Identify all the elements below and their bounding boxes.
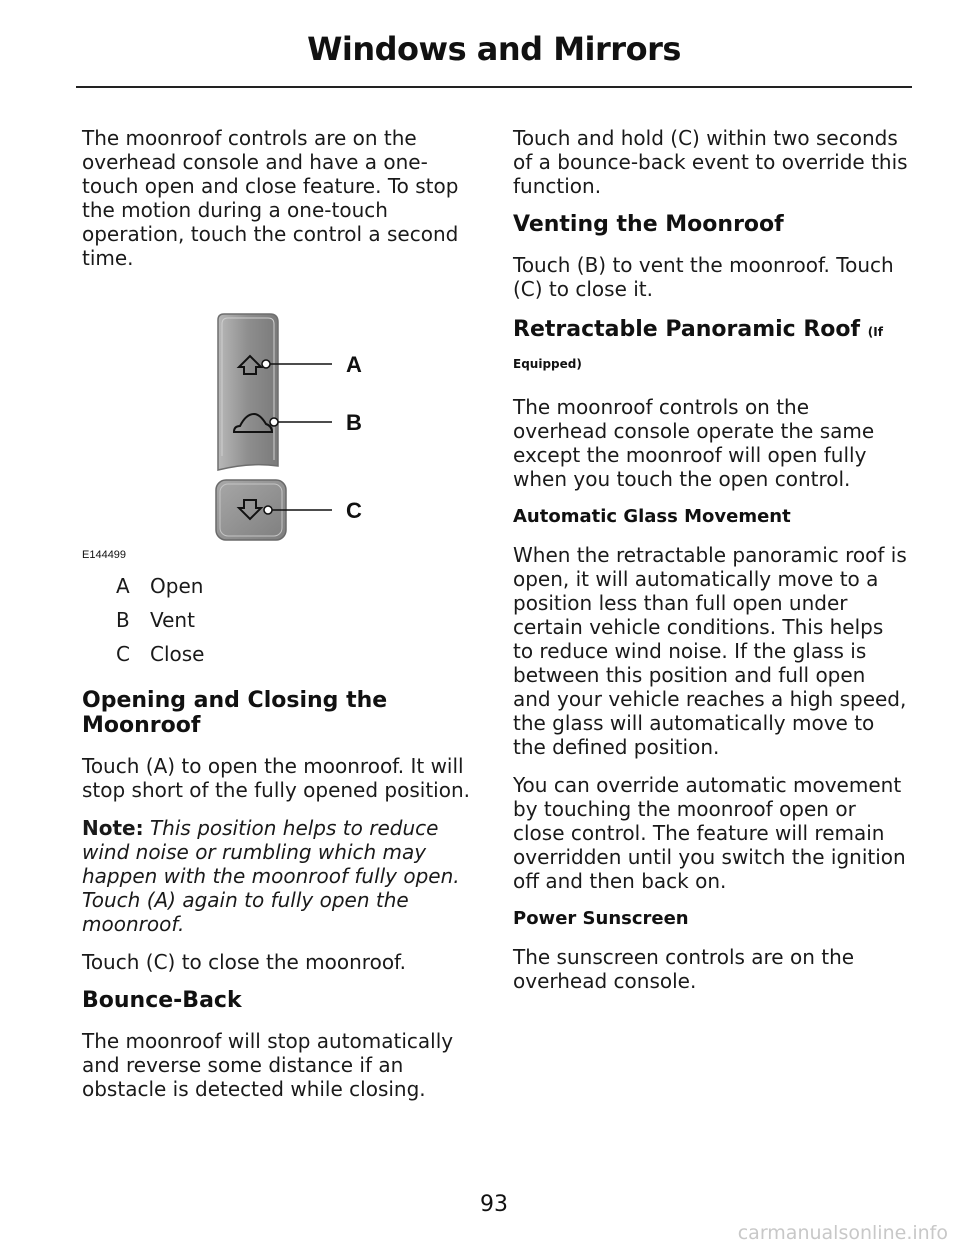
automatic-glass-heading: Automatic Glass Movement [513,506,791,527]
page-number: 93 [480,1192,508,1217]
venting-heading: Venting the Moonroof [513,212,784,237]
opening-paragraph: Touch (A) to open the moonroof. It will stop short of the fully opened position. [82,754,470,802]
automatic-glass-paragraph-2: You can override automatic movement by touching the moonroof open or close control. The feature will remain overridden until you switch the ignition off and then back on. [513,773,906,893]
callout-a: A [346,352,362,377]
page-title: Windows and Mirrors [307,30,681,68]
moonroof-control-diagram [82,284,478,574]
panoramic-roof-tag-2: Equipped) [513,357,582,371]
moonroof-control-figure [82,284,478,574]
note-text: This position helps to reduce wind noise or rumbling which may happen with the moonroof fully open. Touch (A) again to fully open the moonroof. [82,816,460,936]
panoramic-roof-title: Retractable Panoramic Roof [513,317,861,342]
callout-b: B [346,410,362,435]
automatic-glass-paragraph-1: When the retractable panoramic roof is open, it will automatically move to a position less than full open under certain vehicle conditions. This helps to reduce wind noise. If the glass is between this position and full open and your vehicle reaches a high speed, the glass will automatically move to the defined position. [513,543,907,759]
intro-paragraph: The moonroof controls are on the overhead console and have a one-touch open and close feature. To stop the motion during a one-touch operation, touch the control a second time. [82,126,459,270]
upper-control-panel [218,314,278,470]
opening-closing-heading: Opening and Closing the Moonroof [82,688,388,738]
bounce-back-heading: Bounce-Back [82,988,242,1013]
figure-code: E144499 [82,549,127,561]
panoramic-roof-heading [513,315,909,379]
legend-value: Close [150,642,205,666]
watermark: carmanualsonline.info [737,1222,948,1244]
legend-key: B [116,608,130,632]
right-column [513,126,909,1007]
bounce-override-paragraph: Touch and hold (C) within two seconds of a bounce-back event to override this function. [513,126,908,198]
left-column [82,126,478,1115]
power-sunscreen-heading: Power Sunscreen [513,908,689,929]
legend-value: Open [150,574,204,598]
legend-row [82,642,478,666]
bounce-back-paragraph: The moonroof will stop automatically and reverse some distance if an obstacle is detected while closing. [82,1029,454,1101]
legend-row [82,608,478,632]
legend-row [82,574,478,598]
header-divider [76,86,912,88]
legend-key: A [116,574,130,598]
figure-legend [82,574,478,666]
panoramic-roof-tag-1: (If [867,325,883,339]
callout-c: C [346,498,362,523]
close-paragraph: Touch (C) to close the moonroof. [82,950,407,974]
sunscreen-paragraph: The sunscreen controls are on the overhead console. [513,945,855,993]
legend-value: Vent [150,608,195,632]
legend-key: C [116,642,130,666]
panoramic-paragraph: The moonroof controls on the overhead console operate the same except the moonroof will open fully when you touch the open control. [513,395,875,491]
note-label: Note: [82,816,144,840]
note-paragraph [82,816,478,936]
venting-paragraph: Touch (B) to vent the moonroof. Touch (C) to close it. [513,253,894,301]
